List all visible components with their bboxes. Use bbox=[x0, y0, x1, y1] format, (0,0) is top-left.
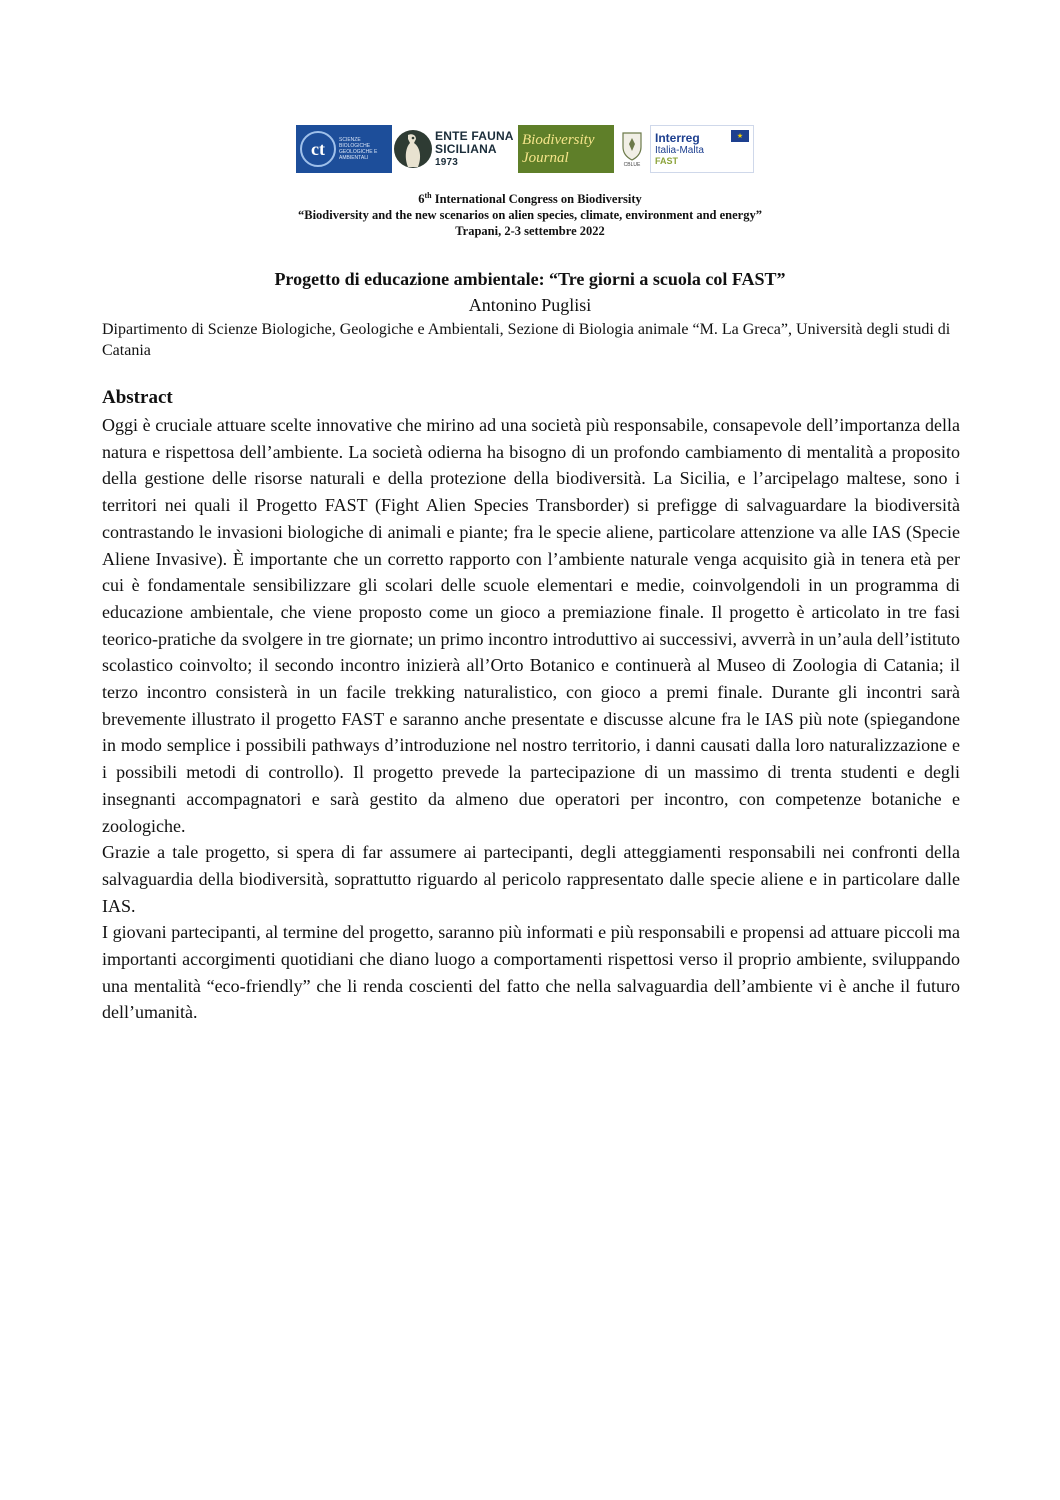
author-affiliation: Dipartimento di Scienze Biologiche, Geologiche e Ambientali, Sezione di Biologia animale “M. La Greca”, Università degli studi di Catania bbox=[102, 321, 951, 359]
ente-fauna-year: 1973 bbox=[435, 156, 459, 168]
unict-logo bbox=[296, 125, 392, 173]
abstract-paragraph: I giovani partecipanti, al termine del progetto, saranno più informati e più responsabili e propensi ad attuare piccoli ma importanti accorgimenti quotidiani che diano luogo a comportamenti rispettosi verso il proprio ambiente, sviluppando una mentalità “eco-friendly” che li renda coscienti del fatto che nella salvaguardia dell’ambiente vi è anche il futuro dell’umanità. bbox=[102, 922, 960, 1023]
sponsor-logo-bar bbox=[296, 124, 766, 174]
interreg-subtitle: Italia-Malta bbox=[655, 145, 704, 156]
unict-mark: ct bbox=[311, 138, 325, 159]
congress-place-date: Trapani, 2-3 settembre 2022 bbox=[455, 224, 605, 239]
congress-header bbox=[0, 188, 1060, 239]
vulture-icon bbox=[394, 127, 432, 171]
crest-logo bbox=[614, 125, 650, 173]
ente-fauna-line2: SICILIANA bbox=[435, 141, 497, 156]
congress-name bbox=[0, 188, 1060, 207]
biodiversity-journal-line2: Journal bbox=[522, 150, 569, 166]
congress-theme: “Biodiversity and the new scenarios on alien species, climate, environment and energy” bbox=[298, 208, 762, 223]
unict-seal-icon bbox=[300, 131, 336, 167]
congress-ordinal: 6 bbox=[418, 192, 425, 207]
eu-flag-icon: ★ bbox=[731, 130, 749, 142]
abstract-body bbox=[102, 412, 960, 1026]
interreg-project: FAST bbox=[655, 156, 679, 166]
congress-title: International Congress on Biodiversity bbox=[431, 192, 642, 207]
abstract-paragraph: Grazie a tale progetto, si spera di far assumere ai partecipanti, degli atteggiamenti responsabili nei confronti della salvaguardia della biodiversità, soprattutto riguardo al pericolo rappresentato dalle specie aliene e in particolare dalle IAS. bbox=[102, 842, 960, 916]
interreg-title: Interreg bbox=[655, 131, 700, 145]
abstract-heading: Abstract bbox=[102, 387, 173, 408]
abstract-paragraph: Oggi è cruciale attuare scelte innovative che mirino ad una società più responsabile, consapevole dell’importanza della natura e rispettosa dell’ambiente. La società odierna ha bisogno di un profondo cambiamento di mentalità a proposito della gestione delle risorse naturali e della protezione della biodiversità. La Sicilia, e l’arcipelago maltese, sono i territori nei quali il Progetto FAST (Fight Alien Species Transborder) si prefigge di salvaguardare la biodiversità contrastando le invasioni biologiche di animali e piante; fra le specie aliene, particolare attenzione va alle IAS (Specie Aliene Invasive). È importante che un corretto rapporto con l’ambiente naturale venga acquisito già in tenera età per cui è fondamentale sensibilizzare gli scolari delle scuole elementari e medie, coinvolgendoli in un programma di educazione ambientale, che viene proposto come un gioco a premiazione finale. Il progetto è articolato in tre fasi teorico-pratiche da svolgere in tre giornate; un primo incontro introduttivo ai successivi, avverrà in un’aula dell’istituto scolastico coinvolto; il secondo incontro inizierà all’Orto Botanico e continuerà al Museo di Zoologia di Catania; il terzo incontro consisterà in un facile trekking naturalistico, con gioco a premi finale. Durante gli incontri sarà brevemente illustrato il progetto FAST e saranno anche presentate e discusse alcune fra le IAS più note (spiegandone in modo semplice i possibili pathways d’introduzione nel nostro territorio, i danni causati dalla loro naturalizzazione e i possibili metodi di controllo). Il progetto prevede la partecipazione di un massimo di trenta studenti e degli insegnanti accompagnatori e sarà gestito da almeno due operatori per incontro, con competenze botaniche e zoologiche. bbox=[102, 415, 960, 836]
biodiversity-journal-logo bbox=[518, 125, 614, 173]
unict-caption: SCIENZE BIOLOGICHE GEOLOGICHE E AMBIENTALI bbox=[339, 137, 378, 161]
paper-author: Antonino Puglisi bbox=[468, 295, 592, 315]
paper-title: Progetto di educazione ambientale: “Tre giorni a scuola col FAST” bbox=[274, 269, 786, 289]
crest-label: CBLUE bbox=[623, 161, 641, 168]
ente-fauna-siciliana-logo bbox=[392, 125, 518, 173]
interreg-logo bbox=[650, 125, 754, 173]
congress-ordinal-suffix: th bbox=[424, 191, 432, 200]
crest-icon bbox=[621, 131, 643, 161]
ente-fauna-line1: ENTE FAUNA bbox=[435, 128, 514, 143]
biodiversity-journal-line1: Biodiversity bbox=[522, 132, 595, 148]
